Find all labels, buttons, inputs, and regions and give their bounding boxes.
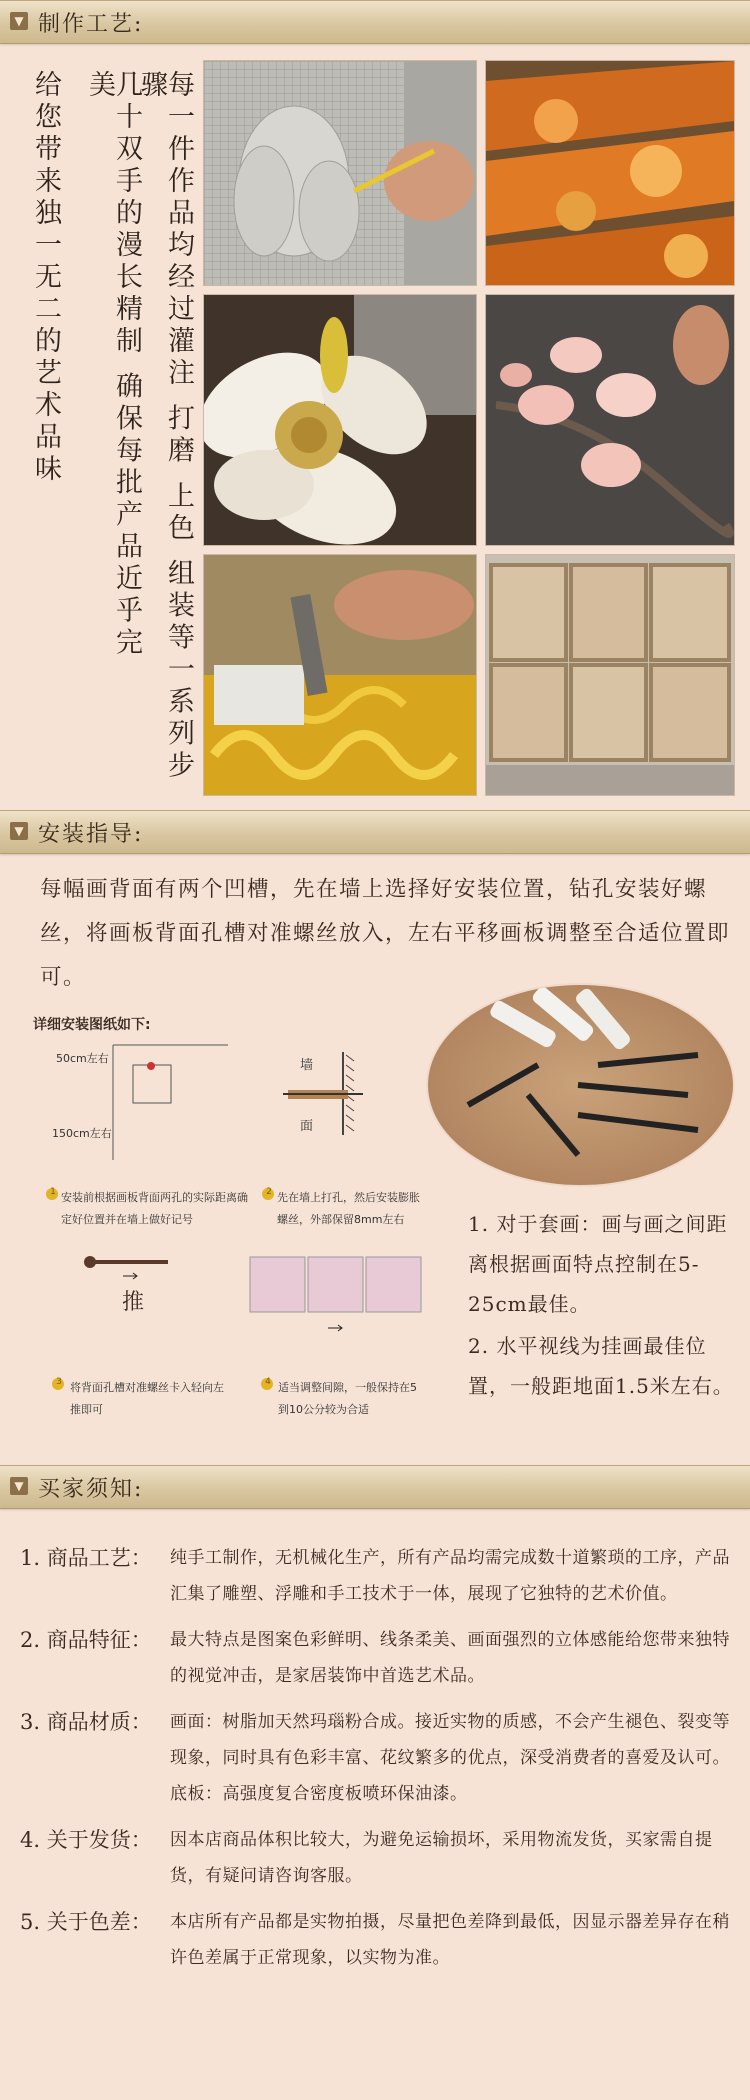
install-section-title: 安装指导: [38,822,144,847]
buyer-item-text: 画面：树脂加天然玛瑙粉合成。接近实物的质感，不会产生褪色、裂变等现象，同时具有色彩丰富、花纹繁多的优点，深受消费者的喜爱及认可。 [170,1712,730,1768]
buyer-item-features [20,1622,730,1694]
push-label: 推 [122,1290,145,1315]
label-150cm: 150cm左右 [52,1127,112,1140]
buyer-item-craft [20,1540,730,1612]
buyer-section-title: 买家须知: [38,1477,144,1502]
label-50cm: 50cm左右 [56,1052,109,1065]
step4-text: 适当调整间隙，一般保持在5到10公分较为合适 [278,1381,417,1416]
chevron-down-icon: ▼ [10,1477,28,1495]
craft-column-3: 给您带来独一无二的艺术品味 [30,70,61,486]
photo-screws-and-anchors [428,985,733,1185]
craft-section-header [0,0,750,44]
chevron-down-icon: ▼ [10,822,28,840]
photo-carving-flower-relief [203,60,477,286]
step1-number: 1 [50,1187,56,1197]
buyer-item-label: 5. 关于色差： [20,1910,152,1934]
buyer-item-text: 最大特点是图案色彩鲜明、线条柔美、画面强烈的立体感能给您带来独特的视觉冲击，是家居装饰中首选艺术品。 [170,1630,730,1686]
diagram-heading: 详细安装图纸如下: [33,1017,151,1033]
photo-pink-magnolia-painting [485,294,735,546]
step3-text: 将背面孔槽对准螺丝卡入轻向左推即可 [70,1381,224,1416]
buyer-item-material [20,1704,730,1812]
install-note-1: 1. 对于套画：画与画之间距离根据画面特点控制在5-25cm最佳。 [468,1212,728,1316]
buyer-item-color [20,1904,730,1976]
step2-text: 先在墙上打孔，然后安装膨胀螺丝，外部保留8mm左右 [277,1191,420,1226]
buyer-item-label: 3. 商品材质： [20,1710,152,1734]
craft-column-2: 几十双手的漫长精制 确保每批产品近乎完美 [84,70,142,660]
craft-section-title: 制作工艺: [38,12,144,37]
install-notes [468,1204,738,1406]
buyer-item-text: 本店所有产品都是实物拍摄，尽量把色差降到最低，因显示器差异存在稍许色差属于正常现象，以实物为准。 [170,1912,730,1968]
wall-label: 墙 [300,1058,314,1073]
buyer-item-label: 1. 商品工艺： [20,1546,152,1570]
buyer-item-label: 4. 关于发货： [20,1828,152,1852]
step4-number: 4 [265,1377,271,1387]
step3-number: 3 [56,1377,62,1387]
buyer-item-shipping [20,1822,730,1894]
photo-packed-wooden-crates [485,554,735,796]
photo-orange-flower-panels [485,60,735,286]
photo-white-flower-closeup [203,294,477,546]
buyer-section-header [0,1465,750,1509]
buyer-item-label: 2. 商品特征： [20,1628,152,1652]
buyer-item-text: 因本店商品体积比较大，为避免运输损坏，采用物流发货，买家需自提货，有疑问请咨询客服。 [170,1830,713,1886]
buyer-item-extra: 底板：高强度复合密度板喷环保油漆。 [170,1784,468,1804]
install-note-2: 2. 水平视线为挂画最佳位置，一般距地面1.5米左右。 [468,1334,734,1398]
face-label: 面 [300,1119,314,1134]
buyer-notes-list [20,1540,730,1986]
install-intro-text: 每幅画背面有两个凹槽，先在墙上选择好安装位置，钻孔安装好螺丝，将画板背面孔槽对准螺丝放入，左右平移画板调整至合适位置即可。 [40,877,731,990]
install-diagram [28,1010,428,1430]
install-section-header [0,810,750,854]
craft-column-1: 每一件作品均经过灌注 打磨 上色 组装等一系列步骤 [136,70,194,783]
photo-gold-scroll-grinding [203,554,477,796]
buyer-item-text: 纯手工制作，无机械化生产，所有产品均需完成数十道繁琐的工序，产品汇集了雕塑、浮雕和手工技术于一体，展现了它独特的艺术价值。 [170,1548,730,1604]
step1-text: 安装前根据画板背面两孔的实际距离确定好位置并在墙上做好记号 [61,1191,248,1226]
step2-number: 2 [266,1187,272,1197]
chevron-down-icon: ▼ [10,12,28,30]
